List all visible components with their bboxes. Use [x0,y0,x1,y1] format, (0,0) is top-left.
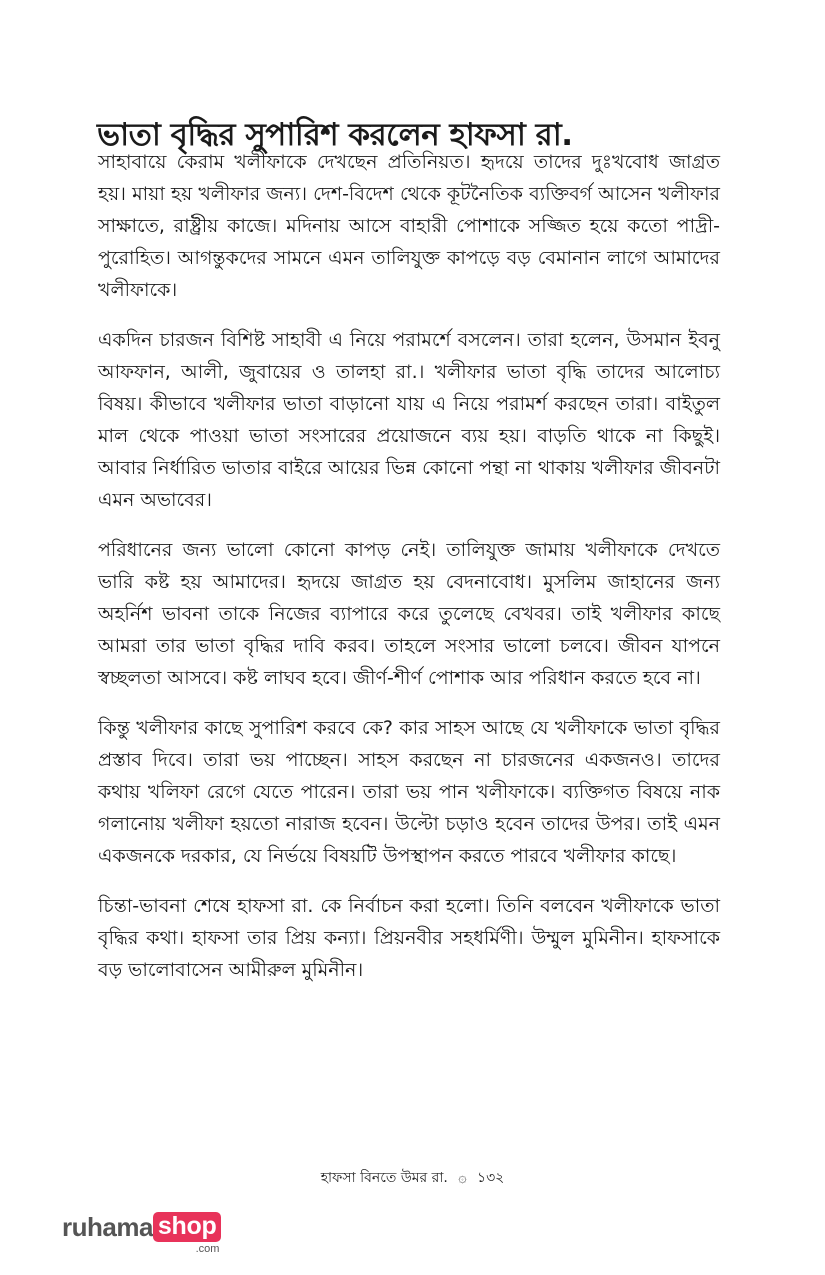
logo-text-shop: shop [153,1212,222,1242]
logo-shop-block [153,1212,222,1256]
paragraph: চিন্তা-ভাবনা শেষে হাফসা রা. কে নির্বাচন করা হলো। তিনি বলবেন খলীফাকে ভাতা বৃদ্ধির কথা। হাফসা তার প্রিয় কন্যা। প্রিয়নবীর সহধর্মিণী। উম্মুল মুমিনীন। হাফসাকে বড় ভালোবাসেন আমীরুল মুমিনীন। [98,895,720,981]
footer-book-title: হাফসা বিনতে উমর রা. [320,1170,448,1186]
paragraph: পরিধানের জন্য ভালো কোনো কাপড় নেই। তালিযুক্ত জামায় খলীফাকে দেখতে ভারি কষ্ট হয় আমাদের। হৃদয়ে জাগ্রত হয় বেদনাবোধ। মুসলিম জাহানের জন্য অহর্নিশ ভাবনা তাকে নিজের ব্যাপারে করে তুলেছে বেখবর। তাই খলীফার কাছে আমরা তার ভাতা বৃদ্ধির দাবি করব। তাহলে সংসার ভালো চলবে। জীবন যাপনে স্বচ্ছলতা আসবে। কষ্ট লাঘব হবে। জীর্ণ-শীর্ণ পোশাক আর পরিধান করতে হবে না। [98,539,720,689]
footer-ornament-icon: ۞ [458,1170,467,1186]
paragraph: সাহাবায়ে কেরাম খলীফাকে দেখছেন প্রতিনিয়ত। হৃদয়ে তাদের দুঃখবোধ জাগ্রত হয়। মায়া হয় খলীফার জন্য। দেশ-বিদেশ থেকে কূটনৈতিক ব্যক্তিবর্গ আসেন খলীফার সাক্ষাতে, রাষ্ট্রীয় কাজে। মদিনায় আসে বাহারী পোশাকে সজ্জিত হয়ে কতো পাদ্রী-পুরোহিত। আগন্তুকদের সামনে এমন তালিযুক্ত কাপড়ে বড় বেমানান লাগে আমাদের খলীফাকে। [98,151,720,301]
ruhamashop-watermark-logo [62,1212,221,1258]
paragraph: কিন্তু খলীফার কাছে সুপারিশ করবে কে? কার সাহস আছে যে খলীফাকে ভাতা বৃদ্ধির প্রস্তাব দিবে। তারা ভয় পাচ্ছেন। সাহস করছেন না চারজনের একজনও। তাদের কথায় খলিফা রেগে যেতে পারেন। তারা ভয় পান খলীফাকে। ব্যক্তিগত বিষয়ে নাক গলানোয় খলীফা হয়তো নারাজ হবেন। উল্টো চড়াও হবেন তাদের উপর। তাই এমন একজনকে দরকার, যে নির্ভয়ে বিষয়টি উপস্থাপন করতে পারবে খলীফার কাছে। [98,717,720,867]
logo-text-domain: .com [195,1243,220,1255]
logo-text-ruhama: ruhama [62,1212,153,1242]
page-number: ১৩২ [477,1170,505,1186]
body-text [98,146,720,1004]
page-footer [0,1166,825,1190]
paragraph: একদিন চারজন বিশিষ্ট সাহাবী এ নিয়ে পরামর্শে বসলেন। তারা হলেন, উসমান ইবনু আফফান, আলী, জুবায়ের ও তালহা রা.। খলীফার ভাতা বৃদ্ধি তাদের আলোচ্য বিষয়। কীভাবে খলীফার ভাতা বাড়ানো যায় এ নিয়ে পরামর্শ করছেন তারা। বাইতুল মাল থেকে পাওয়া ভাতা সংসারের প্রয়োজনে ব্যয় হয়। বাড়তি থাকে না কিছুই। আবার নির্ধারিত ভাতার বাইরে আয়ের ভিন্ন কোনো পন্থা না থাকায় খলীফার জীবনটা এমন অভাবের। [98,329,720,511]
chapter-title: ভাতা বৃদ্ধির সুপারিশ করলেন হাফসা রা. [97,116,573,153]
